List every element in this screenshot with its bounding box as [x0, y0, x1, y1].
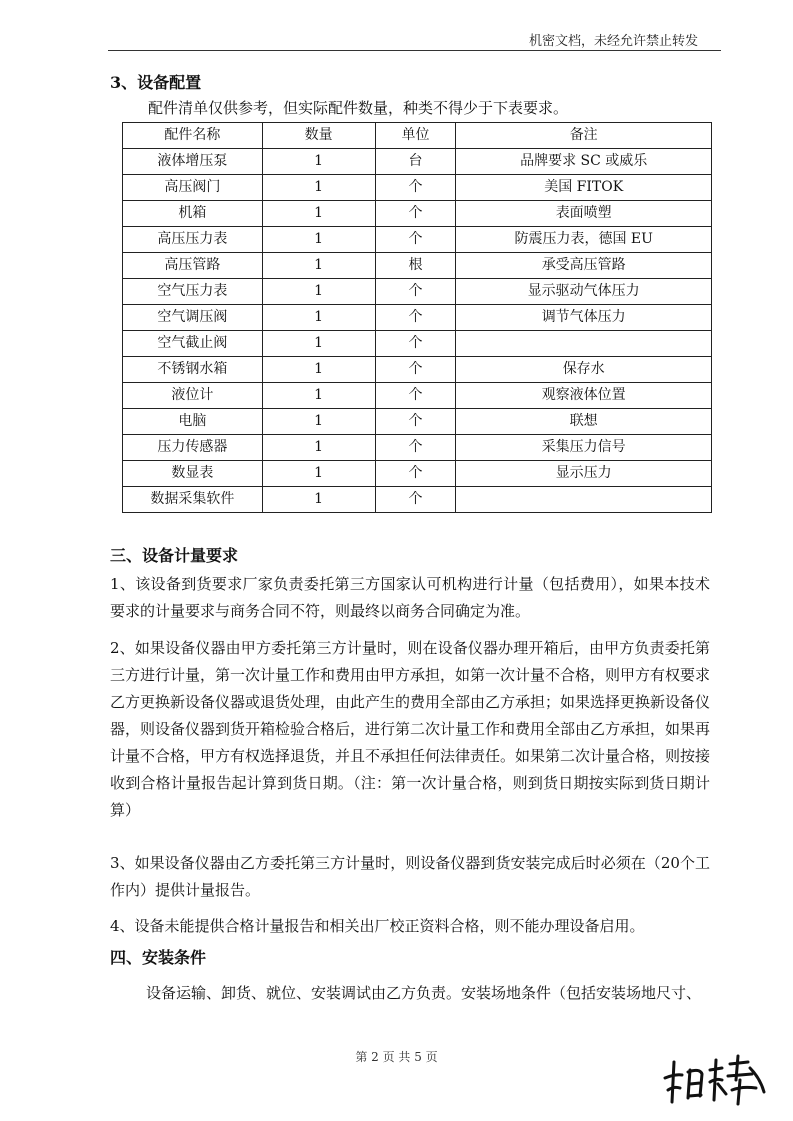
remark-cell: 美国 FITOK — [456, 175, 712, 201]
unit-cell: 个 — [375, 409, 456, 435]
parts-table-body — [123, 149, 712, 513]
unit-cell: 个 — [375, 305, 456, 331]
unit-cell: 个 — [375, 383, 456, 409]
metering-item-3: 3、如果设备仪器由乙方委托第三方计量时，则设备仪器到货安装完成后时必须在（20个工作内）提供计量报告。 — [110, 854, 710, 899]
header-divider — [108, 50, 721, 51]
table-row — [123, 305, 712, 331]
handwritten-signature — [660, 1050, 770, 1110]
quantity-cell: 1 — [262, 435, 375, 461]
quantity-cell: 1 — [262, 305, 375, 331]
table-row — [123, 331, 712, 357]
table-row — [123, 461, 712, 487]
unit-cell: 个 — [375, 279, 456, 305]
quantity-cell: 1 — [262, 357, 375, 383]
metering-item-2: 2、如果设备仪器由甲方委托第三方计量时，则在设备仪器办理开箱后，由甲方负责委托第三方进行计量，第一次计量工作和费用由甲方承担，如第一次计量不合格，则甲方有权要求乙方更换新设备仪器或退货处理，由此产生的费用全部由乙方承担；如果选择更换新设备仪器，则设备仪器到货开箱检验合格后，进行第二次计量工作和费用全部由乙方承担，如果再计量不合格，甲方有权选择退货，并且不承担任何法律责任。如果第二次计量合格，则按接收到合格计量报告起计算到货日期。（注：第一次计量合格，则到货日期按实际到货日期计算） — [110, 639, 711, 819]
remark-cell: 品牌要求 SC 或威乐 — [456, 149, 712, 175]
section-heading-equipment: 3、设备配置 — [110, 73, 202, 92]
remark-cell: 承受高压管路 — [456, 253, 712, 279]
table-row — [123, 435, 712, 461]
metering-item-4: 4、设备未能提供合格计量报告和相关出厂校正资料合格，则不能办理设备启用。 — [110, 917, 645, 935]
table-row — [123, 149, 712, 175]
install-text: 设备运输、卸货、就位、安装调试由乙方负责。安装场地条件（包括安装场地尺寸、 — [146, 984, 702, 1002]
header-cell: 配件名称 — [123, 123, 263, 149]
part-name-cell: 空气调压阀 — [123, 305, 263, 331]
unit-cell: 个 — [375, 487, 456, 513]
section-heading-install: 四、安装条件 — [110, 948, 207, 967]
confidential-note: 机密文档，未经允许禁止转发 — [528, 34, 698, 49]
part-name-cell: 高压管路 — [123, 253, 263, 279]
part-name-cell: 液位计 — [123, 383, 263, 409]
part-name-cell: 液体增压泵 — [123, 149, 263, 175]
header-cell: 数量 — [262, 123, 375, 149]
part-name-cell: 机箱 — [123, 201, 263, 227]
remark-cell: 显示驱动气体压力 — [456, 279, 712, 305]
part-name-cell: 压力传感器 — [123, 435, 263, 461]
page-number: 第 2 页 共 5 页 — [355, 1050, 438, 1064]
remark-cell: 显示压力 — [456, 461, 712, 487]
part-name-cell: 不锈钢水箱 — [123, 357, 263, 383]
remark-cell — [456, 487, 712, 513]
table-row — [123, 357, 712, 383]
unit-cell: 个 — [375, 201, 456, 227]
section-heading-metering: 三、设备计量要求 — [110, 546, 239, 565]
quantity-cell: 1 — [262, 279, 375, 305]
unit-cell: 根 — [375, 253, 456, 279]
table-row — [123, 383, 712, 409]
header-cell: 单位 — [375, 123, 456, 149]
unit-cell: 台 — [375, 149, 456, 175]
part-name-cell: 高压阀门 — [123, 175, 263, 201]
unit-cell: 个 — [375, 331, 456, 357]
remark-cell: 表面喷塑 — [456, 201, 712, 227]
quantity-cell: 1 — [262, 253, 375, 279]
table-row — [123, 227, 712, 253]
table-row — [123, 279, 712, 305]
table-row — [123, 409, 712, 435]
table-row — [123, 253, 712, 279]
remark-cell: 采集压力信号 — [456, 435, 712, 461]
header-cell: 备注 — [456, 123, 712, 149]
part-name-cell: 数据采集软件 — [123, 487, 263, 513]
quantity-cell: 1 — [262, 331, 375, 357]
remark-cell — [456, 331, 712, 357]
remark-cell: 保存水 — [456, 357, 712, 383]
part-name-cell: 电脑 — [123, 409, 263, 435]
table-row — [123, 487, 712, 513]
metering-item-1: 1、该设备到货要求厂家负责委托第三方国家认可机构进行计量（包括费用），如果本技术要求的计量要求与商务合同不符，则最终以商务合同确定为准。 — [110, 575, 710, 620]
table-row — [123, 201, 712, 227]
part-name-cell: 空气压力表 — [123, 279, 263, 305]
remark-cell: 调节气体压力 — [456, 305, 712, 331]
unit-cell: 个 — [375, 227, 456, 253]
part-name-cell: 高压压力表 — [123, 227, 263, 253]
unit-cell: 个 — [375, 175, 456, 201]
unit-cell: 个 — [375, 461, 456, 487]
quantity-cell: 1 — [262, 227, 375, 253]
quantity-cell: 1 — [262, 175, 375, 201]
unit-cell: 个 — [375, 357, 456, 383]
remark-cell: 联想 — [456, 409, 712, 435]
quantity-cell: 1 — [262, 409, 375, 435]
part-name-cell: 空气截止阀 — [123, 331, 263, 357]
quantity-cell: 1 — [262, 461, 375, 487]
unit-cell: 个 — [375, 435, 456, 461]
remark-cell: 防震压力表，德国 EU — [456, 227, 712, 253]
quantity-cell: 1 — [262, 201, 375, 227]
table-intro: 配件清单仅供参考，但实际配件数量，种类不得少于下表要求。 — [148, 99, 569, 117]
quantity-cell: 1 — [262, 149, 375, 175]
table-row — [123, 175, 712, 201]
part-name-cell: 数显表 — [123, 461, 263, 487]
remark-cell: 观察液体位置 — [456, 383, 712, 409]
quantity-cell: 1 — [262, 383, 375, 409]
parts-table — [122, 122, 712, 513]
table-header-row — [123, 123, 712, 149]
quantity-cell: 1 — [262, 487, 375, 513]
